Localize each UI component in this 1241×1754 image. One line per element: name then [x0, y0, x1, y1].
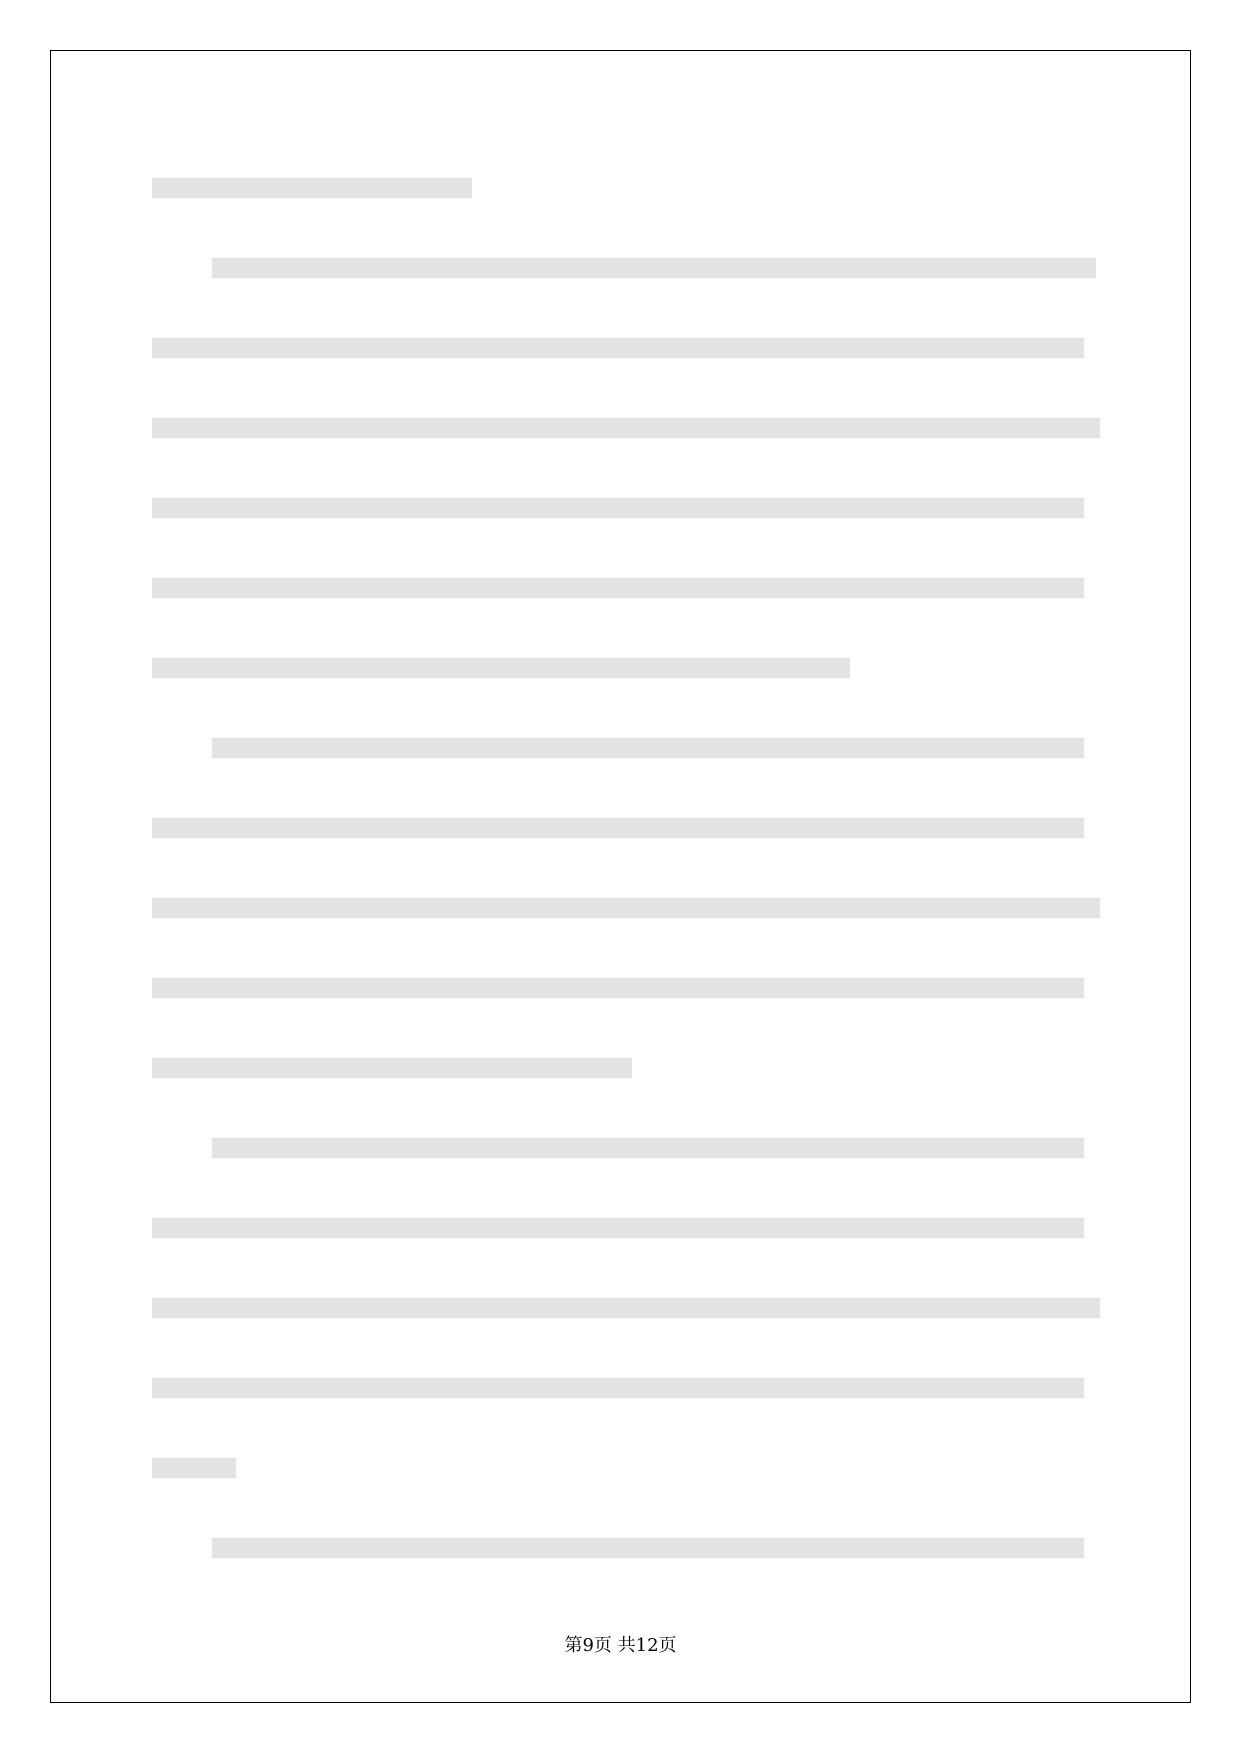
text-line-placeholder: [152, 1378, 1084, 1398]
text-line-placeholder: [152, 578, 1084, 598]
text-line-placeholder: [152, 178, 472, 198]
text-line-placeholder: [152, 658, 850, 678]
text-line-placeholder: [152, 978, 1084, 998]
page-footer: 第9页 共12页: [564, 1635, 677, 1656]
text-line-placeholder: [152, 818, 1084, 838]
text-line-placeholder: [212, 258, 1096, 278]
text-line-placeholder: [152, 338, 1084, 358]
text-line-placeholder: [152, 898, 1100, 918]
text-line-placeholder: [152, 418, 1100, 438]
text-line-placeholder: [212, 738, 1084, 758]
text-line-placeholder: [212, 1538, 1084, 1558]
text-line-placeholder: [152, 1058, 632, 1078]
text-line-placeholder: [152, 1298, 1100, 1318]
page-frame: [50, 50, 1191, 1703]
text-line-placeholder: [152, 1458, 236, 1478]
text-line-placeholder: [152, 1218, 1084, 1238]
text-line-placeholder: [212, 1138, 1084, 1158]
text-line-placeholder: [152, 498, 1084, 518]
